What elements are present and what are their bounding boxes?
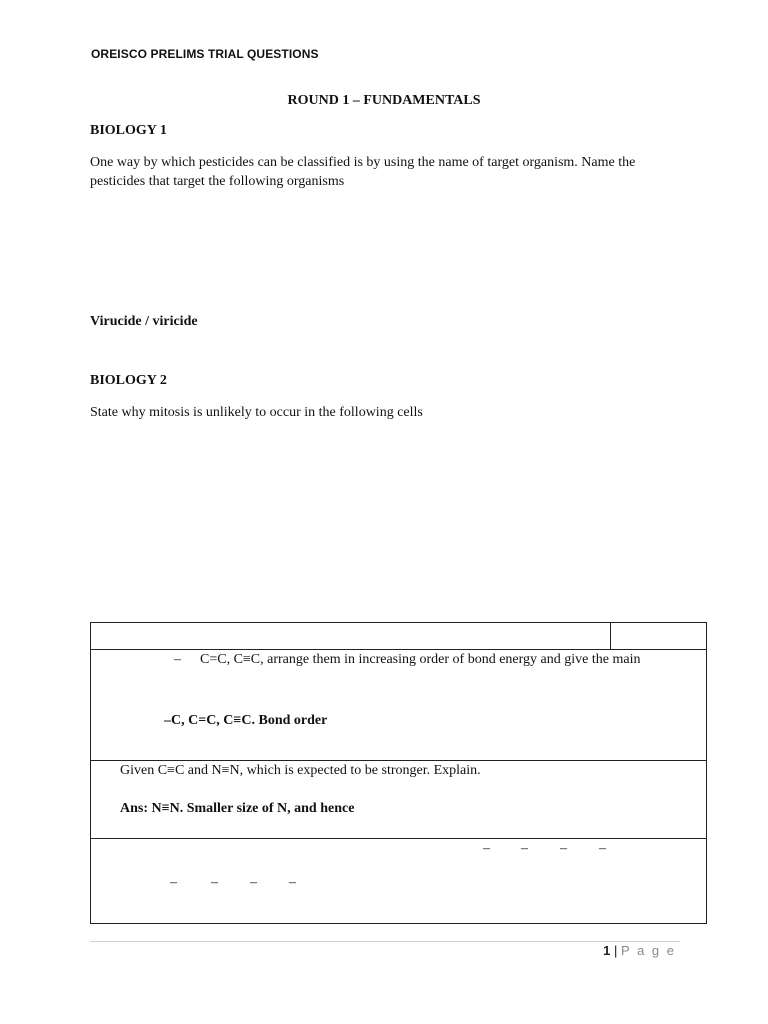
table-cell — [91, 839, 707, 924]
biology-2-question: State why mitosis is unlikely to occur in the following cells — [90, 405, 423, 420]
page-footer — [603, 943, 676, 958]
bond-answer: –C, C=C, C≡C. Bond order — [164, 713, 328, 728]
document-header: OREISCO PRELIMS TRIAL QUESTIONS — [91, 47, 319, 61]
page-label: P a g e — [621, 943, 676, 958]
footer-separator: | — [614, 943, 618, 958]
strength-question: Given C≡C and N≡N, which is expected to be stronger. Explain. — [120, 763, 481, 778]
table-row — [91, 761, 707, 839]
page-number: 1 — [603, 943, 611, 958]
dash-mark: – — [483, 841, 490, 856]
biology-1-answer: Virucide / viricide — [90, 314, 198, 329]
round-title — [0, 93, 768, 109]
strength-answer: Ans: N≡N. Smaller size of N, and hence — [120, 801, 355, 816]
dash-mark: – — [170, 875, 177, 890]
table-row — [91, 839, 707, 924]
dash-mark: – — [174, 652, 181, 667]
table-cell — [91, 650, 707, 761]
dash-mark: – — [599, 841, 606, 856]
biology-1-title: BIOLOGY 1 — [90, 123, 167, 138]
table-header-cell — [91, 623, 611, 650]
question-table — [90, 622, 707, 924]
dash-mark: – — [560, 841, 567, 856]
biology-1-question: One way by which pesticides can be classified is by using the name of target organism. Name the pesticides that target the following organisms — [90, 155, 636, 189]
biology-2-title: BIOLOGY 2 — [90, 373, 167, 388]
table-header-row — [91, 623, 707, 650]
table-header-cell-score — [611, 623, 707, 650]
bond-question: C=C, C≡C, arrange them in increasing order of bond energy and give the main — [200, 652, 641, 667]
dash-mark: – — [289, 875, 296, 890]
dash-mark: – — [521, 841, 528, 856]
dash-mark: – — [250, 875, 257, 890]
table-row — [91, 650, 707, 761]
dash-mark: – — [211, 875, 218, 890]
table-cell — [91, 761, 707, 839]
round-title-text: ROUND 1 – FUNDAMENTALS — [287, 93, 481, 108]
footer-divider — [90, 941, 680, 942]
